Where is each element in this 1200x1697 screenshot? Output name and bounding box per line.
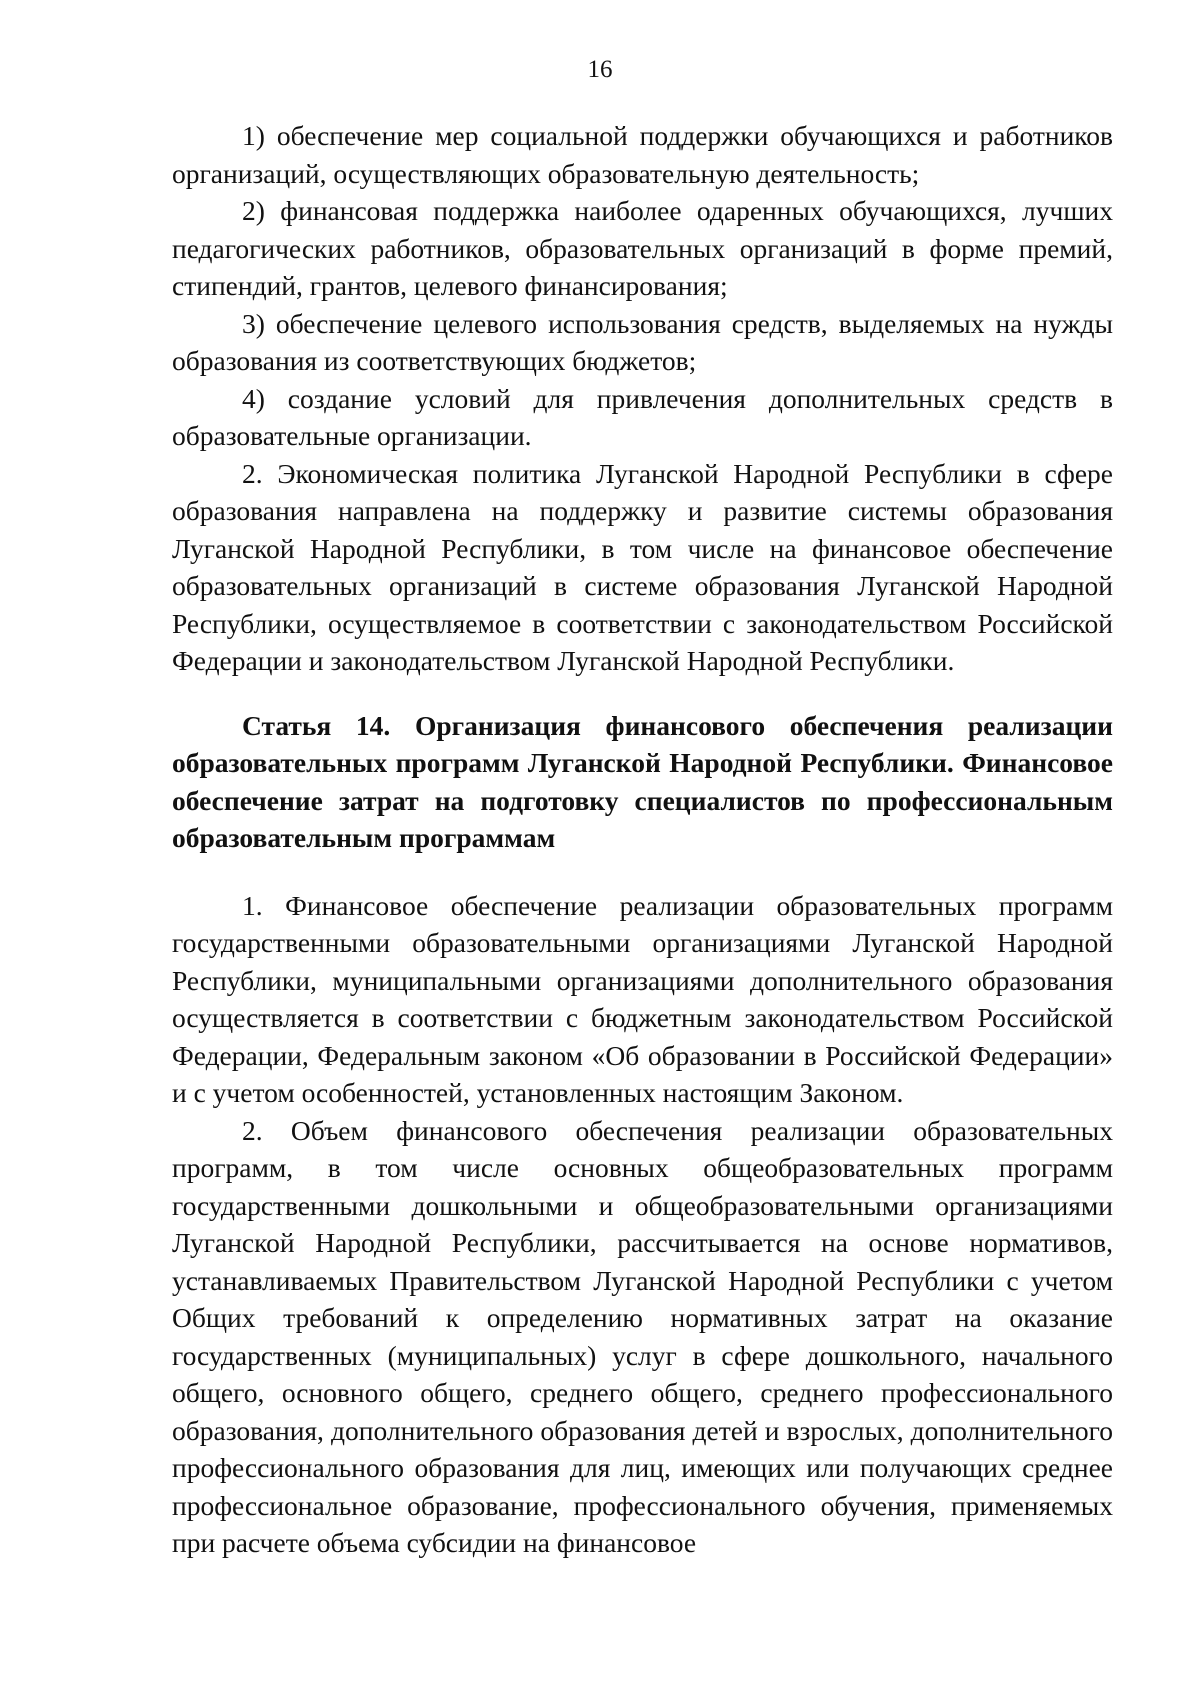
- list-item-2: 2) финансовая поддержка наиболее одаренных обучающихся, лучших педагогических работников, образовательных организаций в форме премий, стипендий, грантов, целевого финансирования;: [172, 195, 1113, 301]
- list-item-1: 1) обеспечение мер социальной поддержки обучающихся и работников организаций, осуществляющих образовательную деятельность;: [172, 120, 1113, 189]
- document-body: [172, 117, 1113, 1562]
- article-14-paragraph-1: 1. Финансовое обеспечение реализации образовательных программ государственными образовательными организациями Луганской Народной Республики, муниципальными организациями дополнительного образования осуществляется в соответствии с бюджетным законодательством Российской Федерации, Федеральным законом «Об образовании в Российской Федерации» и с учетом особенностей, установленных настоящим Законом.: [172, 889, 1113, 1108]
- article-14-heading: Статья 14. Организация финансового обеспечения реализации образовательных программ Луганской Народной Республики. Финансовое обеспечение затрат на подготовку специалистов по профессиональным образовательным программам: [172, 709, 1113, 853]
- article-14-paragraph-2: 2. Объем финансового обеспечения реализации образовательных программ, в том числе основных общеобразовательных программ государственными дошкольными и общеобразовательными организациями Луганской Народной Республики, рассчитывается на основе нормативов, устанавливаемых Правительством Луганской Народной Республики с учетом Общих требований к определению нормативных затрат на оказание государственных (муниципальных) услуг в сфере дошкольного, начального общего, основного общего, среднего общего, среднего профессионального образования, дополнительного образования детей и взрослых, дополнительного профессионального образования для лиц, имеющих или получающих среднее профессиональное образование, профессионального обучения, применяемых при расчете объема субсидии на финансовое: [172, 1114, 1113, 1558]
- page-number: 16: [587, 56, 613, 83]
- paragraph-economic-policy: 2. Экономическая политика Луганской Народной Республики в сфере образования направлена на поддержку и развитие системы образования Луганской Народной Республики, в том числе на финансовое обеспечение образовательных организаций в системе образования Луганской Народной Республики, осуществляемое в соответствии с законодательством Российской Федерации и законодательством Луганской Народной Республики.: [172, 457, 1113, 676]
- list-item-3: 3) обеспечение целевого использования средств, выделяемых на нужды образования из соответствующих бюджетов;: [172, 307, 1113, 376]
- list-item-4: 4) создание условий для привлечения дополнительных средств в образовательные организации.: [172, 382, 1113, 451]
